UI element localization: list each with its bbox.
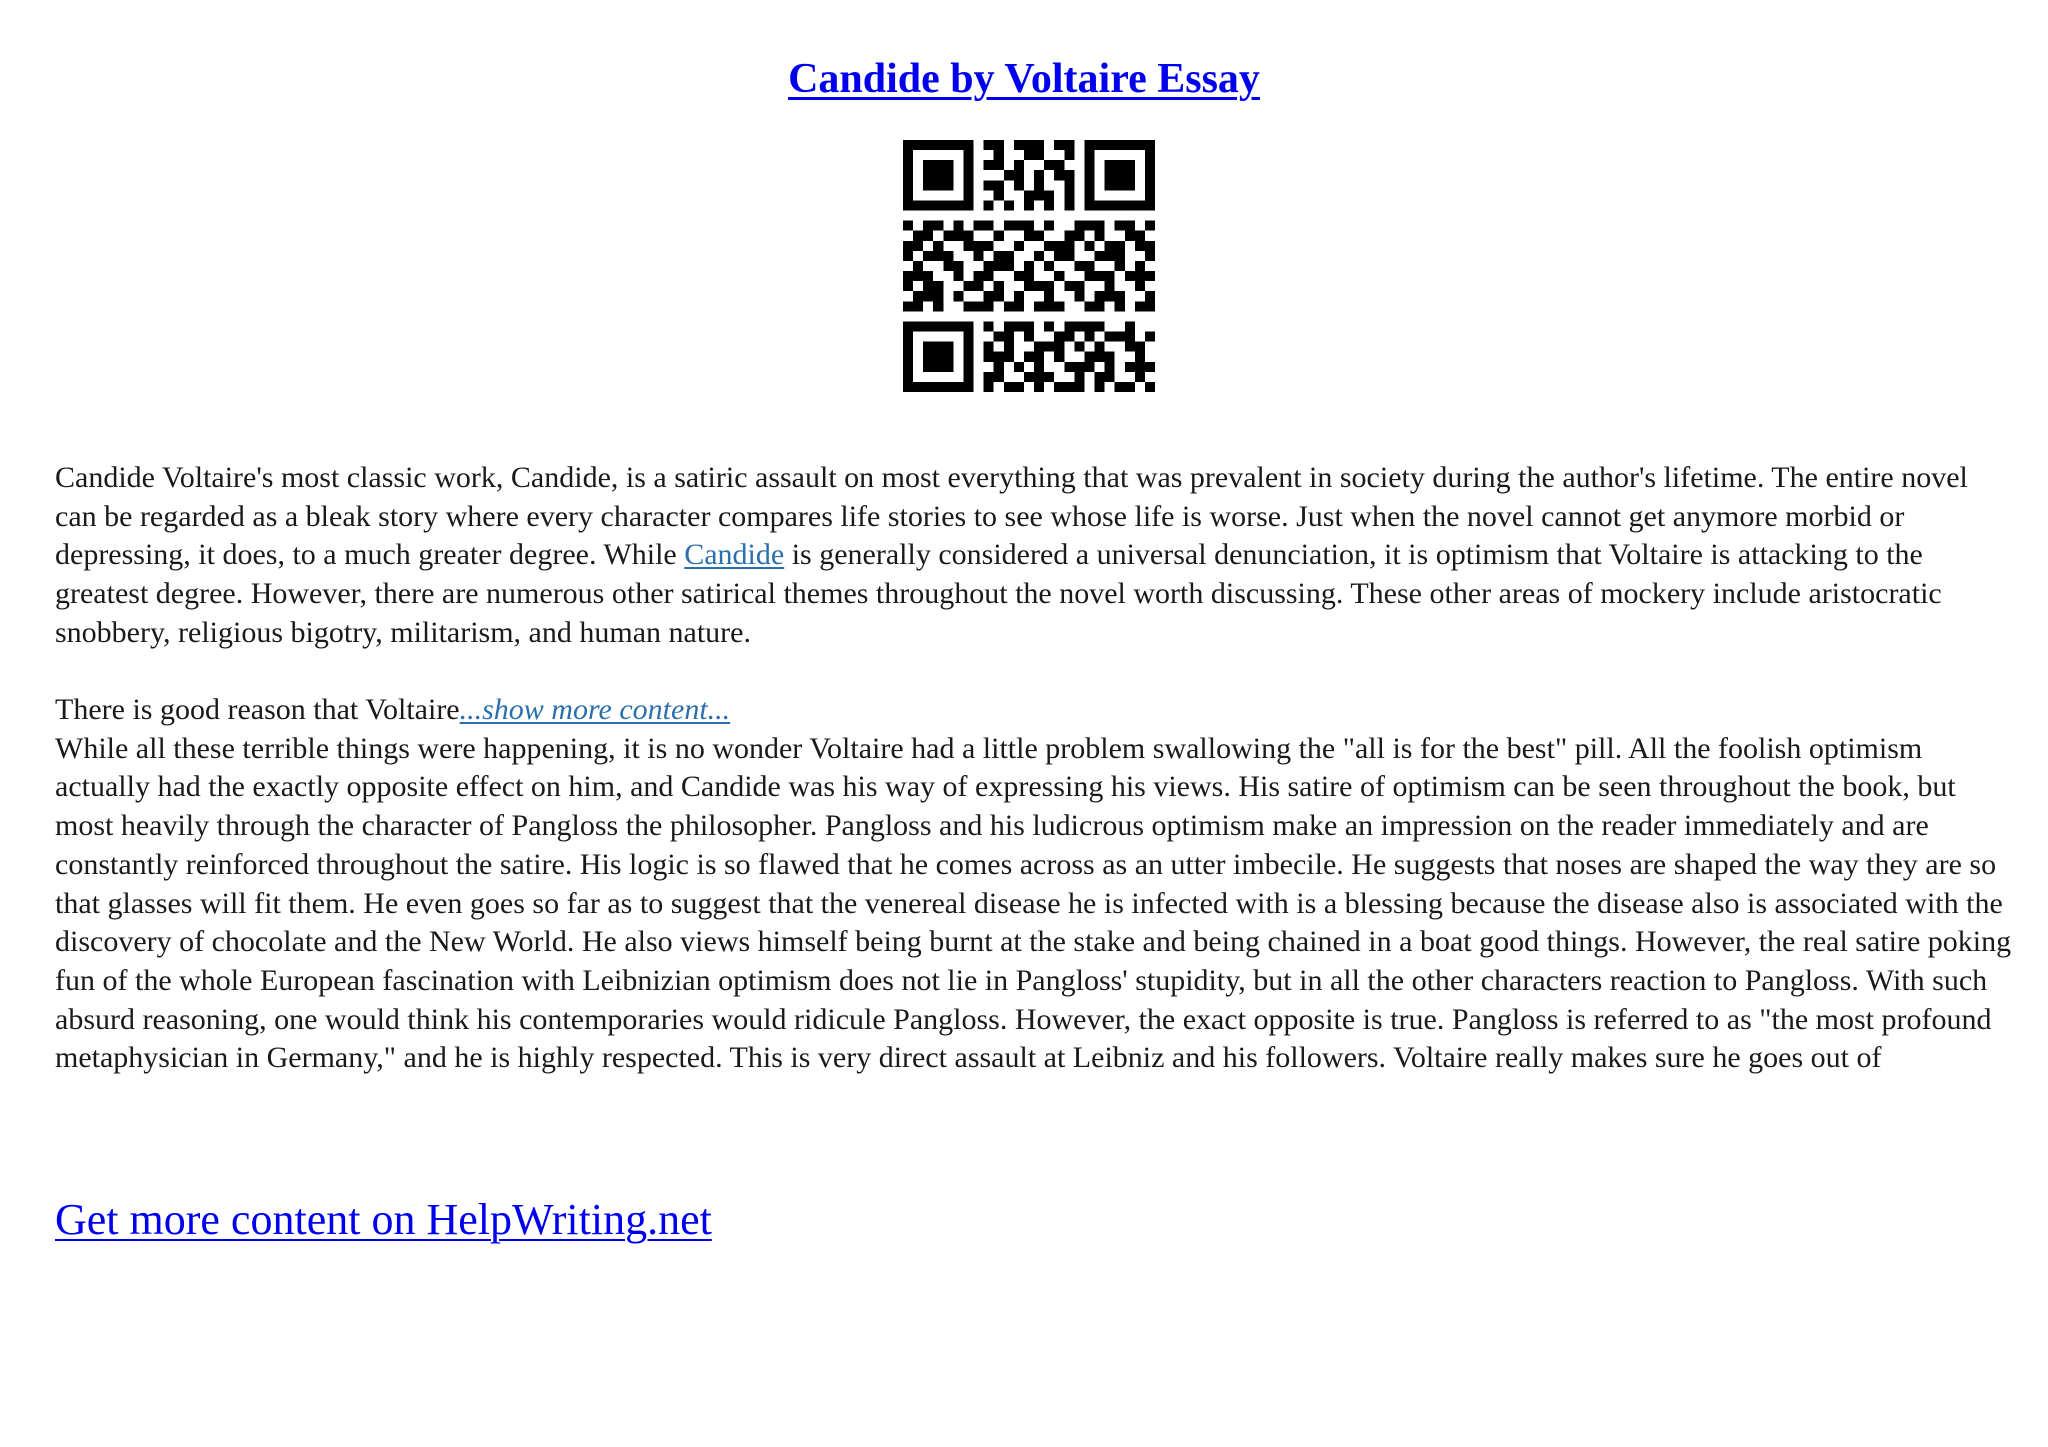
preview-continuation-text: While all these terrible things were happening, it is no wonder Voltaire had a little problem swallowing the "all is for the best" pill. All the foolish optimism actually had the exactly opposite effect on him, and Candide was his way of expressing his views. His satire of optimism can be seen throughout the book, but most heavily through the character of Pangloss the philosopher. Pangloss and his ludicrous optimism make an impression on the reader immediately and are constantly reinforced throughout the satire. His logic is so flawed that he comes across as an utter imbecile. He suggests that noses are shaped the way they are so that glasses will fit them. He even goes so far as to suggest that the venereal disease he is infected with is a blessing because the disease also is associated with the discovery of chocolate and the New World. He also views himself being burnt at the stake and being chained in a boat good things. However, the real satire poking fun of the whole European fascination with Leibnizian optimism does not lie in Pangloss' stupidity, but in all the other characters reaction to Pangloss. With such absurd reasoning, one would think his contemporaries would ridicule Pangloss. However, the exact opposite is true. Pangloss is referred to as "the most profound metaphysician in Germany," and he is highly respected. This is very direct assault at Leibniz and his followers. Voltaire really makes sure he goes out of	[55, 731, 2012, 1075]
get-more-content-link[interactable]: Get more content on HelpWriting.net	[55, 1195, 712, 1244]
candide-link[interactable]: Candide	[684, 538, 785, 572]
essay-paragraph-intro	[55, 459, 2015, 653]
show-more-link[interactable]: ...show more content...	[459, 693, 731, 726]
intro-text-after: is generally considered a universal denunciation, it is optimism that Voltaire is attacking to the greatest degree. However, there are numerous other satirical themes throughout the novel worth discussing. These other areas of mockery include aristocratic snobbery, religious bigotry, militarism, and human nature.	[55, 538, 1942, 649]
qr-code-icon	[903, 140, 1155, 392]
footer	[55, 1193, 712, 1247]
essay-paragraph-preview	[55, 691, 2015, 1078]
page-title	[0, 52, 2048, 106]
title-link[interactable]: Candide by Voltaire Essay	[788, 56, 1260, 102]
preview-lead-text: There is good reason that Voltaire	[55, 693, 460, 726]
intro-text-before: Candide Voltaire's most classic work, Candide, is a satiric assault on most everything that was prevalent in society during the author's lifetime. The entire novel can be regarded as a bleak story where every character compares life stories to see whose life is worse. Just when the novel cannot get anymore morbid or depressing, it does, to a much greater degree. While	[55, 461, 1968, 572]
